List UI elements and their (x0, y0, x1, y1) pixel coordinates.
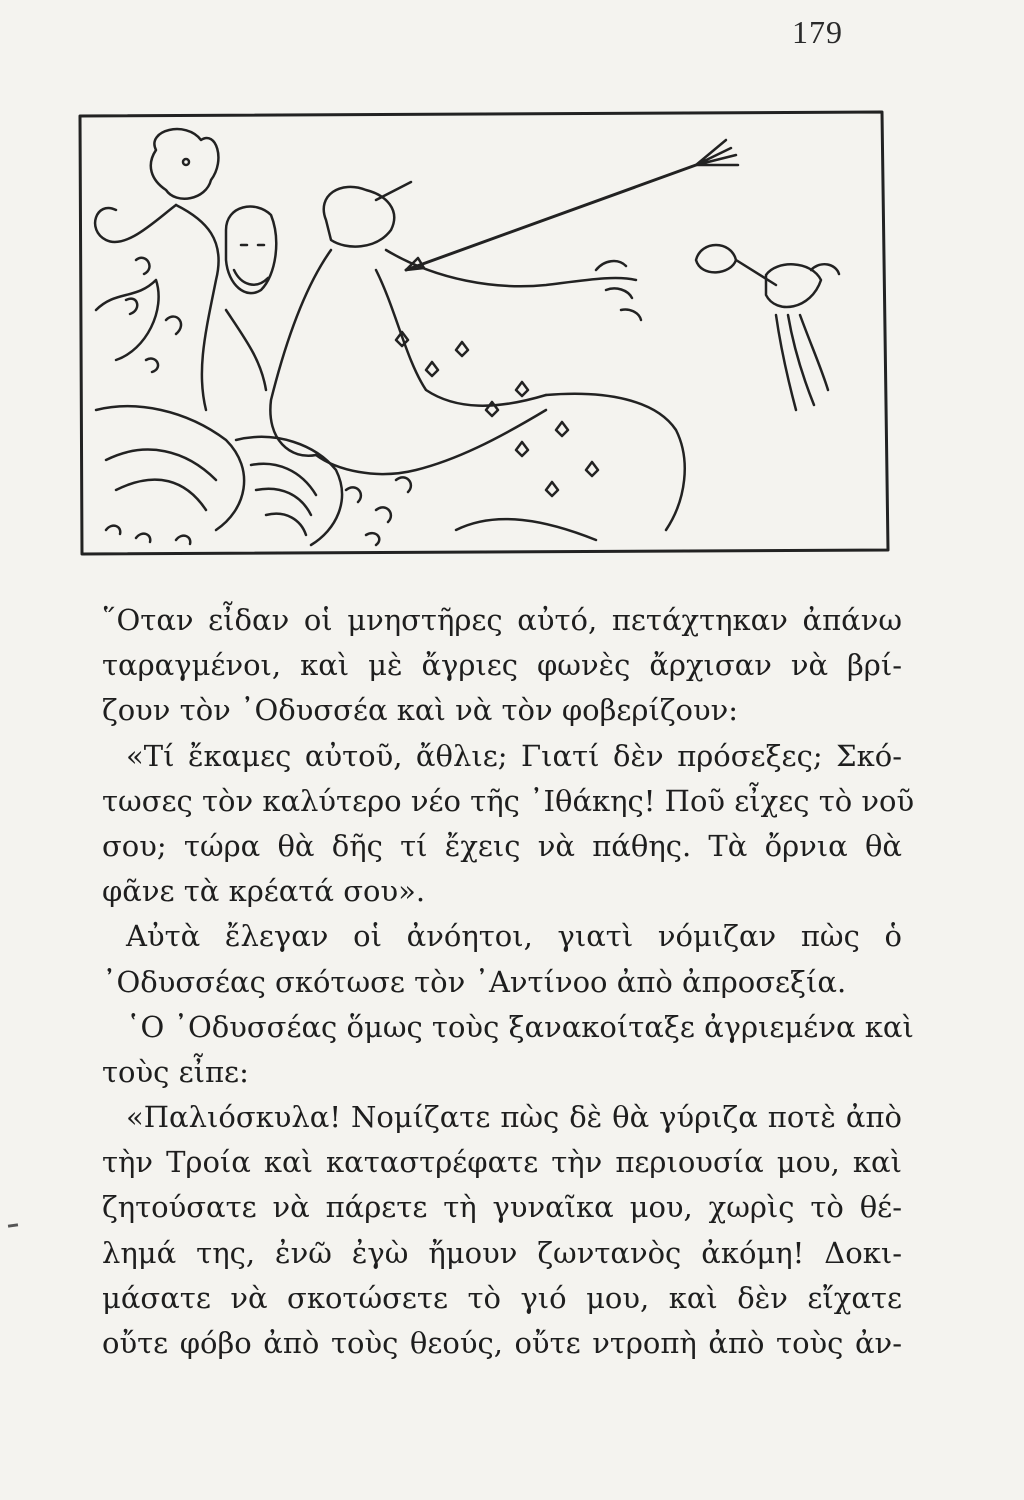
page-number: 179 (792, 14, 843, 50)
margin-mark (8, 1223, 18, 1227)
text-line: ζητούσατε νὰ πάρετε τὴ γυναῖκα μου, χωρὶς τὸ θέ- (102, 1190, 902, 1225)
text-line: τωσες τὸν καλύτερο νέο τῆς ᾿Ιθάκης! Ποῦ εἶχες τὸ νοῦ (102, 783, 915, 818)
body-text (102, 598, 915, 1366)
text-line: λημά της, ἐνῶ ἐγὼ ἤμουν ζωντανὸς ἀκόμη! Δοκι- (102, 1235, 902, 1270)
text-line: «Τί ἔκαμες αὐτοῦ, ἄθλιε; Γιατί δὲν πρόσεξες; Σκό- (126, 738, 902, 773)
text-line: ῞Οταν εἶδαν οἱ μνηστῆρες αὐτό, πετάχτηκαν ἀπάνω (102, 603, 902, 637)
text-line: μάσατε νὰ σκοτώσετε τὸ γιό μου, καὶ δὲν εἴχατε (102, 1280, 902, 1315)
text-line: ᾿Οδυσσέας σκότωσε τὸν ᾿Αντίνοο ἀπὸ ἀπροσεξία. (102, 964, 847, 999)
text-line: φᾶνε τὰ κρέατά σου». (102, 874, 426, 909)
text-line: ταραγμένοι, καὶ μὲ ἄγριες φωνὲς ἄρχισαν νὰ βρί- (102, 648, 902, 683)
text-line: «Παλιόσκυλα! Νομίζατε πὼς δὲ θὰ γύριζα ποτὲ ἀπὸ (126, 1100, 902, 1135)
text-line: οὔτε φόβο ἀπὸ τοὺς θεούς, οὔτε ντροπὴ ἀπὸ τοὺς ἀν- (102, 1326, 902, 1360)
text-line: Αὐτὰ ἔλεγαν οἱ ἀνόητοι, γιατὶ νόμιζαν πὼς ὁ (126, 919, 902, 954)
odysseus-slaying-suitors-drawing-icon (76, 110, 892, 558)
text-line: τοὺς εἶπε: (102, 1054, 249, 1089)
text-line: σου; τώρα θὰ δῆς τί ἔχεις νὰ πάθης. Τὰ ὄρνια θὰ (102, 828, 902, 863)
text-line: τὴν Τροία καὶ καταστρέφατε τὴν περιουσία μου, καὶ (102, 1145, 902, 1180)
text-line: ῾Ο ᾿Οδυσσέας ὅμως τοὺς ξανακοίταξε ἀγριεμένα καὶ (126, 1009, 914, 1044)
illustration (76, 110, 892, 558)
text-line: ζουν τὸν ᾿Οδυσσέα καὶ νὰ τὸν φοβερίζουν: (102, 693, 739, 728)
